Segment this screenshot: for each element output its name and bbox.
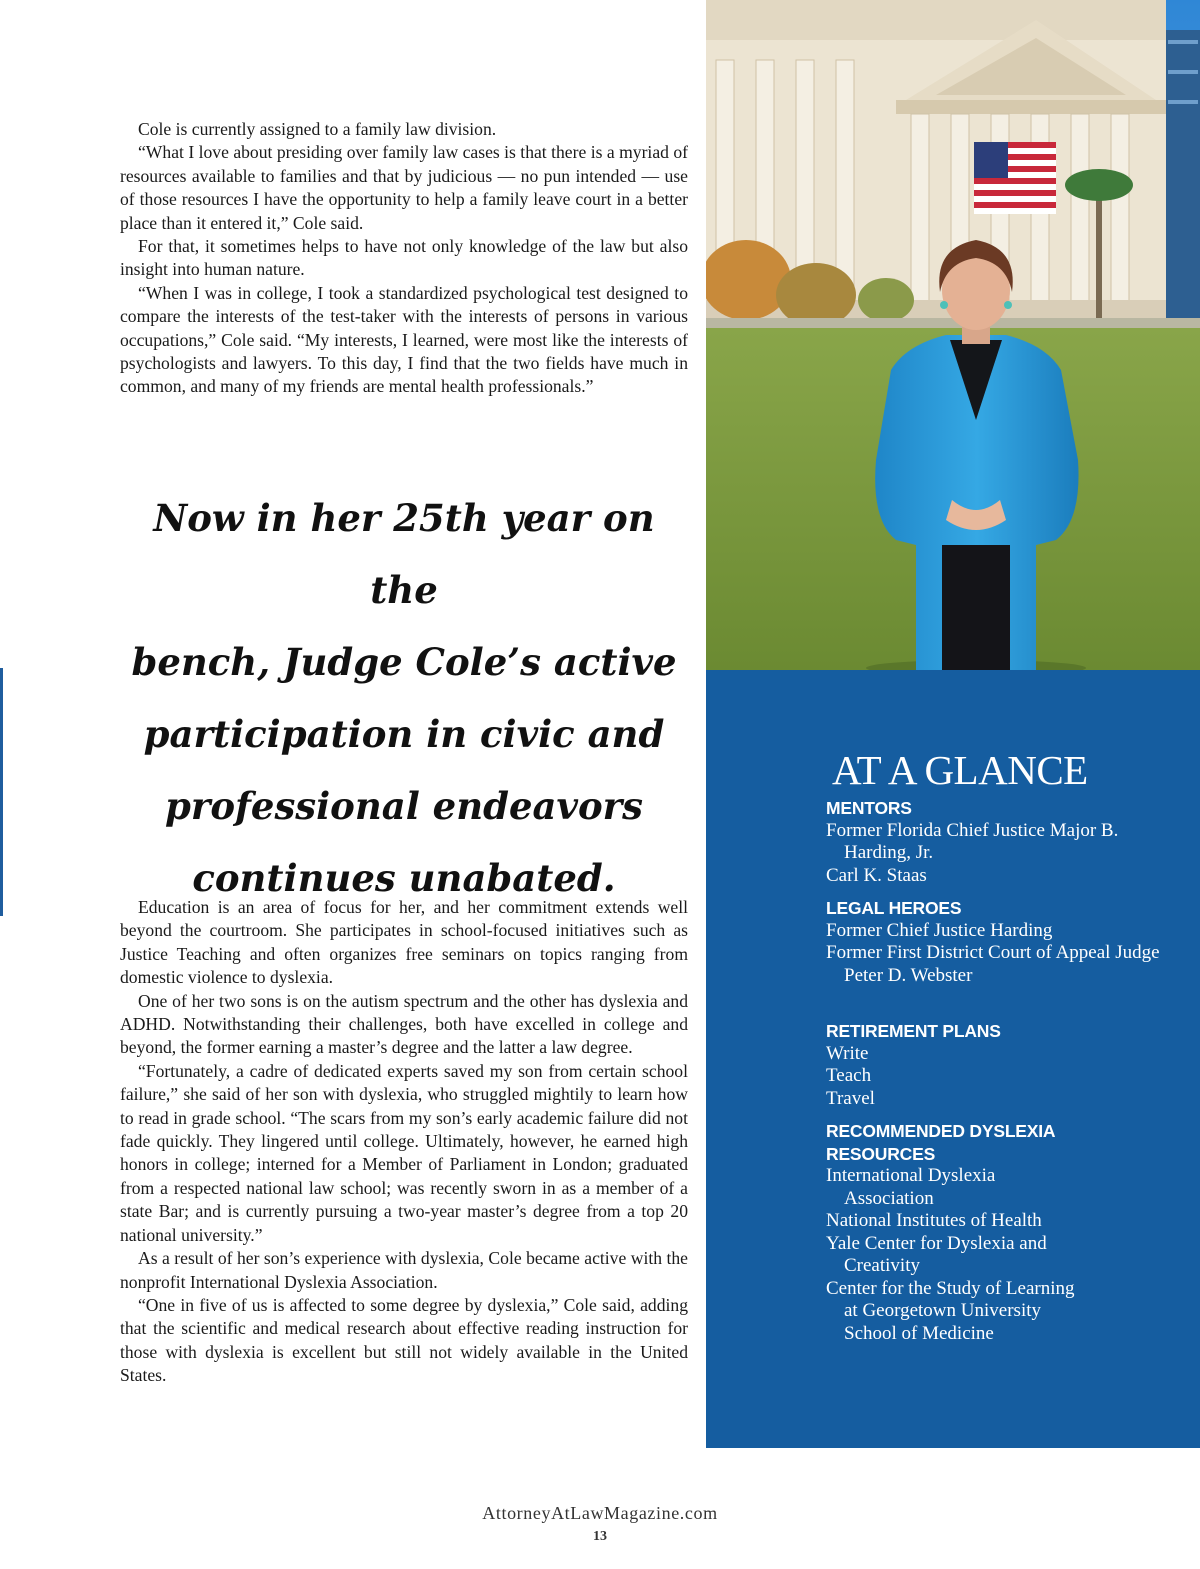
glance-heading: LEGAL HEROES bbox=[826, 898, 962, 918]
article-text-top bbox=[120, 118, 688, 399]
paragraph: “When I was in college, I took a standardized psychological test designed to compare the interests of the test-taker with the interests of persons in various occupations,” Cole said. “My interests, I learned, were most like the interests of psychologists and lawyers. To this day, I find that the two fields have much in common, and many of my friends are mental health professionals.” bbox=[120, 282, 688, 397]
glance-item: International Dyslexia Association bbox=[826, 1165, 996, 1209]
glance-item: Carl K. Staas bbox=[826, 864, 927, 886]
paragraph: Cole is currently assigned to a family law division. bbox=[138, 119, 497, 139]
glance-item: Yale Center for Dyslexia and Creativity bbox=[826, 1232, 1047, 1276]
glance-item: Former First District Court of Appeal Judge Peter D. Webster bbox=[826, 942, 1160, 986]
pull-quote-line: participation in civic and bbox=[143, 712, 665, 756]
glance-section-dyslexia-resources bbox=[826, 1120, 1086, 1345]
glance-item: Former Chief Justice Harding bbox=[826, 919, 1053, 941]
glance-item: National Institutes of Health bbox=[826, 1210, 1042, 1231]
article-text-bottom bbox=[120, 896, 688, 1388]
glance-section-legal-heroes bbox=[826, 897, 1176, 987]
paragraph: One of her two sons is on the autism spectrum and the other has dyslexia and ADHD. Notwithstanding their challenges, both have excelled in college and beyond, the former earning a master’s degree and the latter a law degree. bbox=[120, 990, 688, 1058]
left-accent-rule bbox=[0, 668, 3, 916]
judge-portrait-photo bbox=[706, 0, 1200, 670]
paragraph: “One in five of us is affected to some degree by dyslexia,” Cole said, adding that the scientific and medical research about effective reading instruction for those with dyslexia is excellent but still not widely available in the United States. bbox=[120, 1294, 688, 1386]
pull-quote-line: continues unabated. bbox=[192, 856, 616, 900]
paragraph: Education is an area of focus for her, and her commitment extends well beyond the courtroom. She participates in school-focused initiatives such as Justice Teaching and often organizes free seminars on topics ranging from domestic violence to dyslexia. bbox=[120, 897, 688, 988]
at-a-glance-title: AT A GLANCE bbox=[832, 747, 1088, 793]
pull-quote-line: bench, Judge Cole’s active bbox=[131, 640, 677, 684]
glance-item: Write bbox=[826, 1042, 869, 1064]
pull-quote-line: Now in her 25th year on the bbox=[153, 496, 655, 612]
glance-item: Former Florida Chief Justice Major B. Harding, Jr. bbox=[826, 819, 1119, 863]
pull-quote-line: professional endeavors bbox=[164, 784, 644, 828]
glance-item: Teach bbox=[826, 1065, 872, 1086]
glance-item: Travel bbox=[826, 1087, 875, 1109]
footer-website: AttorneyAtLawMagazine.com bbox=[482, 1503, 718, 1523]
pull-quote bbox=[118, 482, 690, 914]
paragraph: As a result of her son’s experience with dyslexia, Cole became active with the nonprofit International Dyslexia Association. bbox=[120, 1248, 688, 1292]
glance-heading: MENTORS bbox=[826, 798, 912, 818]
paragraph: “What I love about presiding over family law cases is that there is a myriad of resources available to families and that by judicious — no pun intended — use of those resources I have the opportunity to help a family leave court in a better place than it entered it,” Cole said. bbox=[120, 142, 688, 233]
glance-heading: RECOMMENDED DYSLEXIA RESOURCES bbox=[826, 1121, 1055, 1164]
paragraph: For that, it sometimes helps to have not only knowledge of the law but also insight into human nature. bbox=[120, 236, 688, 280]
glance-heading: RETIREMENT PLANS bbox=[826, 1021, 1001, 1041]
glance-section-retirement-plans bbox=[826, 1020, 1176, 1110]
glance-item: Center for the Study of Learning at Georgetown University School of Medicine bbox=[826, 1277, 1075, 1344]
page-number: 13 bbox=[593, 1529, 607, 1544]
paragraph: “Fortunately, a cadre of dedicated experts saved my son from certain school failure,” she said of her son with dyslexia, who struggled mightily to learn how to read in grade school. “The scars from my son’s early academic failure did not fade quickly. They lingered until college. Ultimately, however, he earned high honors in college; interned for a Member of Parliament in London; graduated from a respected national law school; was recently sworn in as a member of a state Bar; and is currently pursuing a two-year master’s degree from a top 20 national university.” bbox=[120, 1060, 688, 1245]
glance-section-mentors bbox=[826, 797, 1176, 887]
at-a-glance-panel bbox=[706, 670, 1200, 1448]
